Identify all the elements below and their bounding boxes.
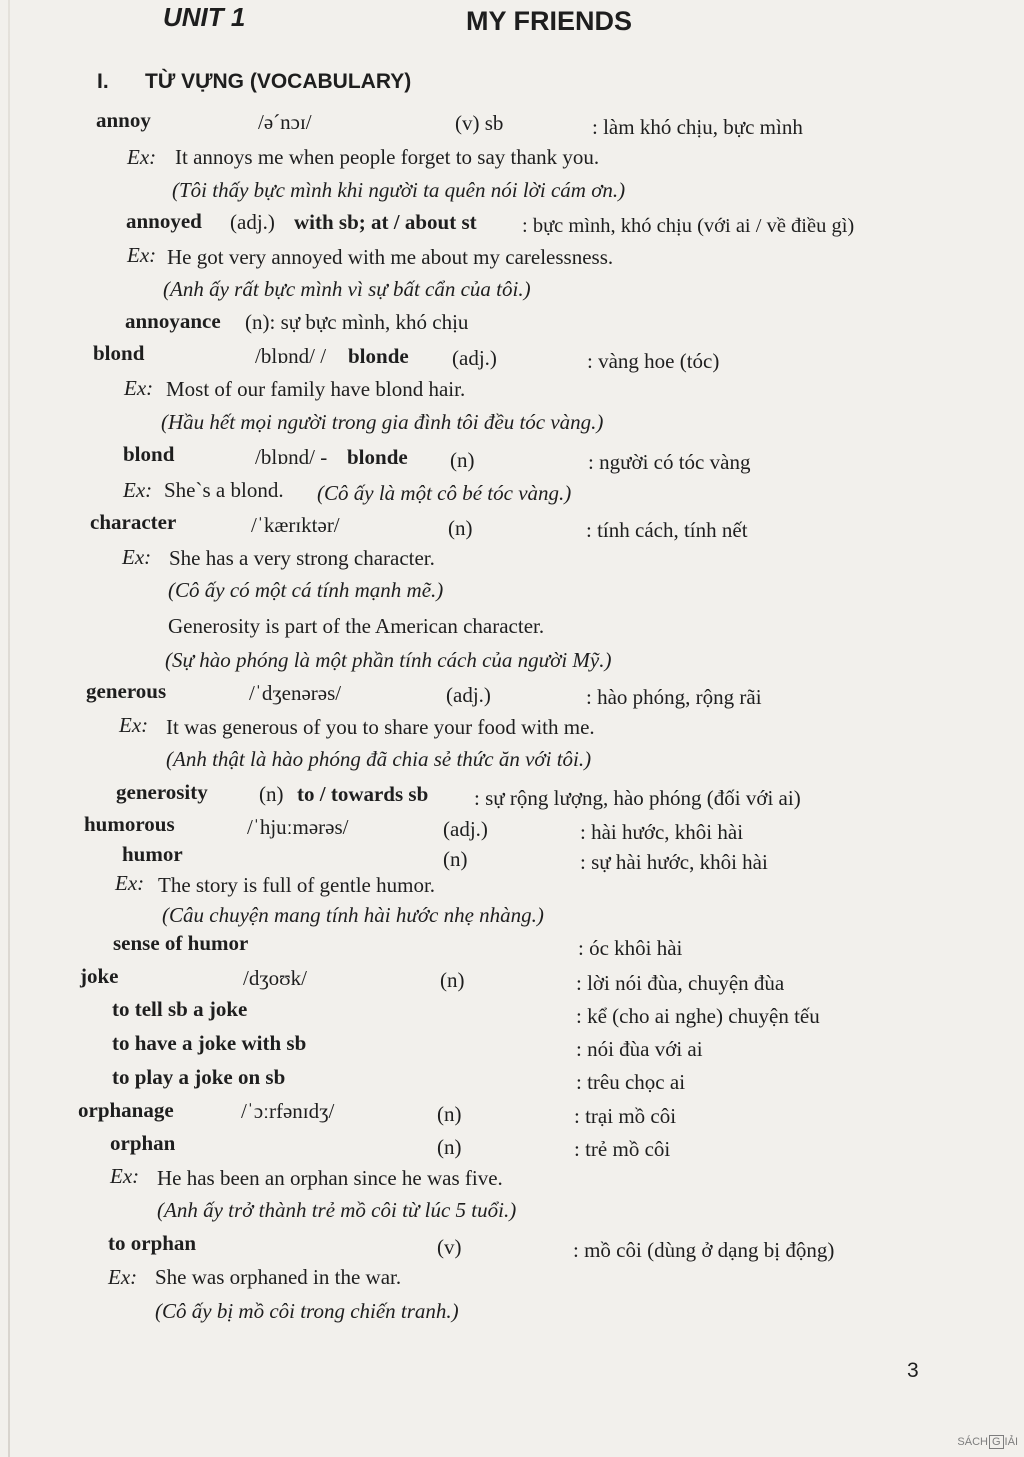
- example-label: Ex:: [108, 1265, 138, 1289]
- translation-annoy: (Tôi thấy bực mình khi người ta quên nói lời cám ơn.): [172, 178, 626, 202]
- example-label: Ex:: [123, 478, 153, 502]
- translation-blond-adj: (Hầu hết mọi người trong gia đình tôi đều tóc vàng.): [161, 410, 604, 434]
- meaning-character: : tính cách, tính nết: [586, 518, 748, 542]
- definition-annoyance: (n): sự bực mình, khó chịu: [245, 310, 469, 334]
- headword-generosity: generosity: [116, 780, 208, 804]
- page-number: 3: [907, 1359, 919, 1382]
- pos-generosity: (n): [259, 782, 284, 806]
- example-generous: It was generous of you to share your food with me.: [166, 715, 595, 739]
- page-title: MY FRIENDS: [466, 6, 633, 36]
- pos-to-orphan: (v): [437, 1235, 462, 1259]
- meaning-joke: : lời nói đùa, chuyện đùa: [576, 971, 785, 995]
- translation-character-2: (Sự hào phóng là một phần tính cách của người Mỹ.): [165, 648, 612, 672]
- phrase-play-joke: to play a joke on sb: [112, 1065, 286, 1089]
- ipa-humorous: /ˈhjuːmərəs/: [247, 815, 349, 839]
- phrase-tell-joke: to tell sb a joke: [112, 997, 248, 1021]
- headword-to-orphan: to orphan: [108, 1231, 197, 1255]
- headword-sense-of-humor: sense of humor: [113, 931, 249, 955]
- meaning-generous: : hào phóng, rộng rãi: [586, 685, 762, 709]
- example-character-2: Generosity is part of the American character.: [168, 614, 545, 638]
- headword-character: character: [90, 510, 177, 534]
- alt-blond-adj: blonde: [348, 344, 409, 368]
- meaning-humor: : sự hài hước, khôi hài: [580, 850, 768, 874]
- example-label: Ex:: [110, 1164, 140, 1188]
- meaning-generosity: : sự rộng lượng, hào phóng (đối với ai): [474, 786, 801, 810]
- headword-generous: generous: [86, 679, 167, 703]
- meaning-orphanage: : trại mồ côi: [574, 1104, 677, 1128]
- watermark-text-pre: SÁCH: [957, 1436, 988, 1448]
- example-orphan: He has been an orphan since he was five.: [157, 1166, 503, 1190]
- watermark-text-post: IẢI: [1004, 1436, 1018, 1448]
- ipa-character: /ˈkærɪktər/: [251, 513, 340, 537]
- headword-annoyed: annoyed: [126, 209, 202, 233]
- translation-character: (Cô ấy có một cá tính mạnh mẽ.): [168, 578, 444, 602]
- meaning-to-orphan: : mồ côi (dùng ở dạng bị động): [573, 1238, 835, 1262]
- headword-annoyance: annoyance: [125, 309, 221, 333]
- headword-humorous: humorous: [84, 812, 175, 836]
- translation-blond-n: (Cô ấy là một cô bé tóc vàng.): [317, 481, 572, 505]
- pos-humorous: (adj.): [443, 817, 488, 841]
- meaning-blond-n: : người có tóc vàng: [588, 450, 751, 474]
- pos-humor: (n): [443, 847, 468, 871]
- meaning-humorous: : hài hước, khôi hài: [580, 820, 744, 844]
- example-annoyed: He got very annoyed with me about my carelessness.: [167, 245, 614, 269]
- example-label: Ex:: [124, 376, 154, 400]
- translation-to-orphan: (Cô ấy bị mồ côi trong chiến tranh.): [155, 1299, 459, 1323]
- example-blond-n: She`s a blond.: [164, 478, 284, 502]
- pos-blond-n: (n): [450, 448, 475, 472]
- ipa-annoy: /ə´nɔɪ/: [258, 110, 312, 134]
- ipa-generous: /ˈdʒenərəs/: [249, 681, 342, 705]
- example-label: Ex:: [119, 713, 149, 737]
- prep-generosity: to / towards sb: [297, 782, 429, 806]
- example-humor: The story is full of gentle humor.: [158, 873, 436, 897]
- meaning-tell-joke: : kể (cho ai nghe) chuyện tếu: [576, 1004, 820, 1028]
- meaning-annoy: : làm khó chịu, bực mình: [592, 115, 803, 139]
- headword-annoy: annoy: [96, 108, 151, 132]
- headword-orphanage: orphanage: [78, 1098, 174, 1122]
- pos-character: (n): [448, 516, 473, 540]
- meaning-orphan: : trẻ mồ côi: [574, 1137, 671, 1161]
- section-title: TỪ VỰNG (VOCABULARY): [145, 70, 412, 93]
- headword-humor: humor: [122, 842, 183, 866]
- prep-annoyed: with sb; at / about st: [294, 210, 477, 234]
- meaning-sense-of-humor: : óc khôi hài: [578, 936, 683, 960]
- phrase-have-joke: to have a joke with sb: [112, 1031, 307, 1055]
- example-label: Ex:: [127, 145, 157, 169]
- meaning-have-joke: : nói đùa với ai: [576, 1037, 703, 1061]
- unit-label: UNIT 1: [163, 2, 246, 32]
- pos-generous: (adj.): [446, 683, 491, 707]
- ipa-orphanage: /ˈɔːrfənɪdʒ/: [241, 1099, 335, 1123]
- headword-blond-n: blond: [123, 442, 175, 466]
- pos-joke: (n): [440, 968, 465, 992]
- ipa-joke: /dʒoʊk/: [243, 966, 308, 990]
- example-label: Ex:: [115, 871, 145, 895]
- pos-orphan: (n): [437, 1135, 462, 1159]
- watermark-text-mid: G: [989, 1435, 1004, 1449]
- alt-blond-n: blonde: [347, 445, 408, 469]
- section-number: I.: [97, 70, 109, 93]
- example-annoy: It annoys me when people forget to say thank you.: [175, 145, 600, 169]
- translation-humor: (Câu chuyện mang tính hài hước nhẹ nhàng.): [162, 903, 544, 927]
- watermark-logo: [957, 1435, 1018, 1449]
- pos-annoy: (v) sb: [455, 111, 504, 135]
- headword-orphan: orphan: [110, 1131, 176, 1155]
- meaning-blond-adj: : vàng hoe (tóc): [587, 349, 720, 373]
- meaning-play-joke: : trêu chọc ai: [576, 1070, 686, 1094]
- meaning-annoyed: : bực mình, khó chịu (với ai / về điều gì): [522, 215, 855, 237]
- example-to-orphan: She was orphaned in the war.: [155, 1265, 402, 1289]
- translation-orphan: (Anh ấy trở thành trẻ mồ côi từ lúc 5 tuổi.): [157, 1198, 517, 1222]
- ipa-blond-n: /blɒnd/ -: [255, 445, 328, 469]
- translation-generous: (Anh thật là hào phóng đã chia sẻ thức ăn với tôi.): [166, 747, 592, 771]
- pos-blond-adj: (adj.): [452, 346, 497, 370]
- pos-orphanage: (n): [437, 1102, 462, 1126]
- headword-blond-adj: blond: [93, 341, 145, 365]
- example-blond-adj: Most of our family have blond hair.: [166, 377, 466, 401]
- page-fold-shadow: [8, 0, 10, 1457]
- translation-annoyed: (Anh ấy rất bực mình vì sự bất cẩn của tôi.): [163, 277, 531, 301]
- example-label: Ex:: [127, 243, 157, 267]
- example-label: Ex:: [122, 545, 152, 569]
- example-character: She has a very strong character.: [169, 546, 435, 570]
- pos-annoyed: (adj.): [230, 210, 275, 234]
- headword-joke: joke: [80, 964, 119, 988]
- ipa-blond-adj: /blɒnd/ /: [255, 344, 327, 368]
